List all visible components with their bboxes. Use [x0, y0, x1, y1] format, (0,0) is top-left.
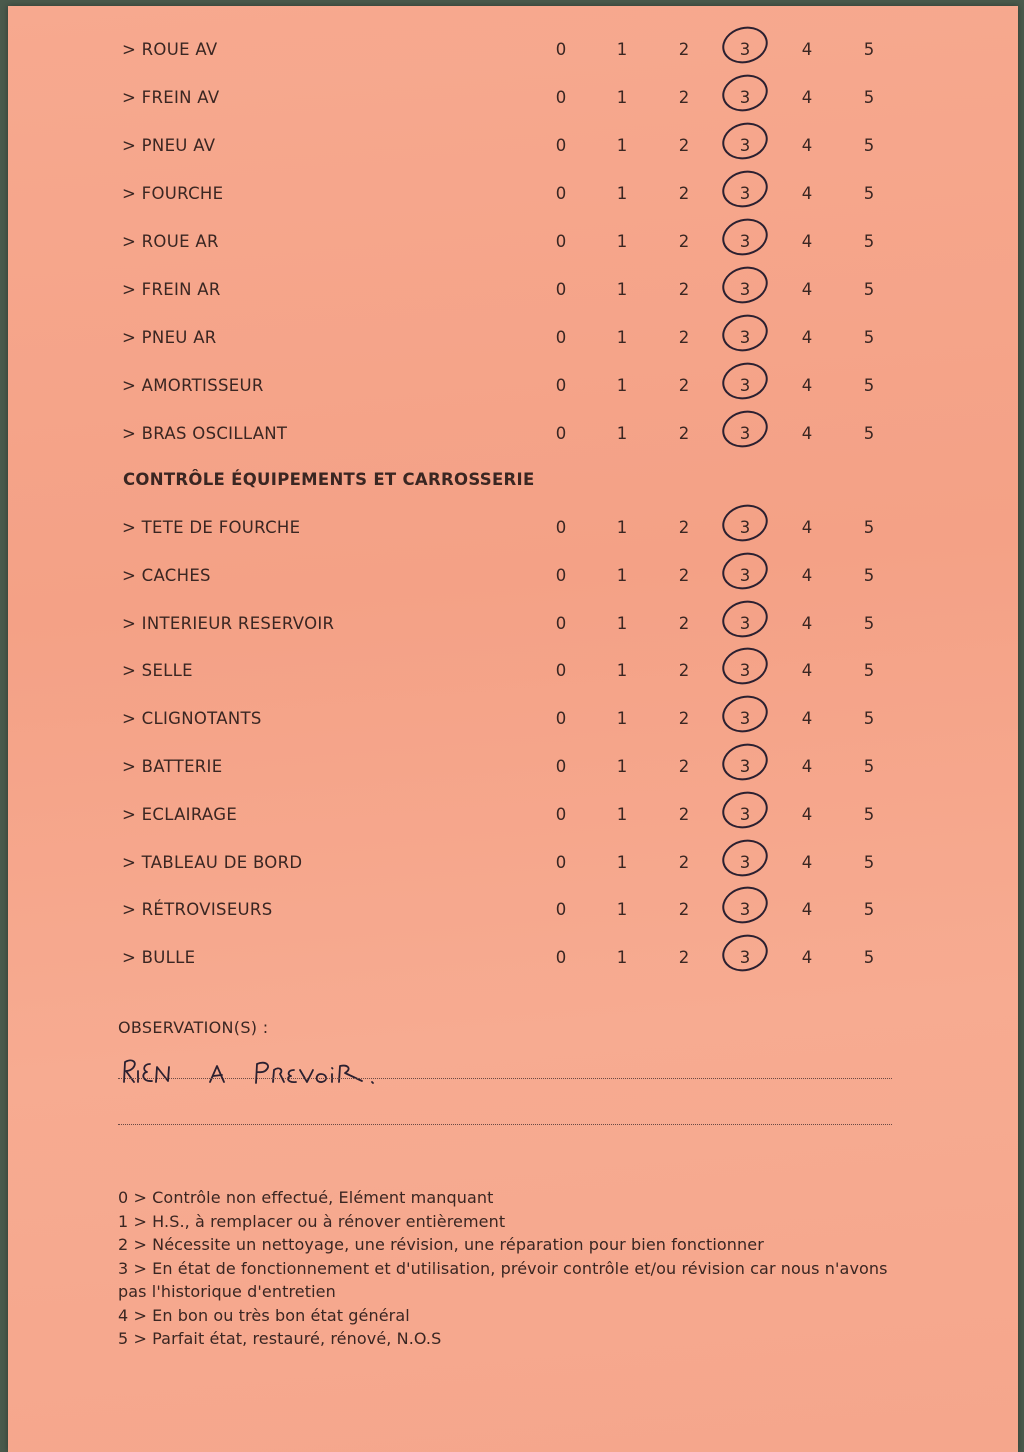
- score-2[interactable]: 2: [678, 136, 690, 155]
- score-5[interactable]: 5: [863, 900, 875, 920]
- selected-score-circle: [718, 596, 771, 642]
- score-1[interactable]: 1: [616, 40, 628, 59]
- score-2[interactable]: 2: [678, 424, 690, 443]
- row-label: > CLIGNOTANTS: [122, 709, 262, 729]
- score-4[interactable]: 4: [801, 328, 813, 347]
- score-5[interactable]: 5: [863, 757, 875, 776]
- selected-score-circle: [718, 691, 771, 737]
- score-3[interactable]: 3: [739, 40, 751, 59]
- row-label: > FREIN AR: [122, 280, 221, 299]
- row-label: > ECLAIRAGE: [122, 804, 238, 824]
- score-0[interactable]: 0: [555, 424, 567, 443]
- checklist-row: [8, 84, 1018, 114]
- checklist-row: [8, 276, 1018, 306]
- checklist-row: [8, 753, 1018, 783]
- checklist-row: [8, 36, 1018, 66]
- row-label: > SELLE: [122, 661, 193, 681]
- checklist-row: [8, 324, 1018, 354]
- checklist-row: [8, 849, 1018, 879]
- handwritten-observation-image: [118, 1050, 418, 1090]
- checklist-row: [8, 562, 1018, 592]
- score-5[interactable]: 5: [863, 376, 875, 395]
- score-2[interactable]: 2: [678, 900, 690, 920]
- score-2[interactable]: 2: [678, 852, 690, 872]
- legend-item: 4 > En bon ou très bon état général: [118, 1305, 410, 1325]
- row-label: > TETE DE FOURCHE: [122, 518, 301, 537]
- checklist-row: [8, 132, 1018, 162]
- selected-score-circle: [718, 835, 771, 881]
- score-2[interactable]: 2: [678, 948, 690, 968]
- legend-item: 1 > H.S., à remplacer ou à rénover entièrement: [118, 1211, 506, 1231]
- score-0[interactable]: 0: [555, 804, 567, 824]
- score-1[interactable]: 1: [616, 518, 628, 537]
- score-3[interactable]: 3: [739, 709, 751, 729]
- score-4[interactable]: 4: [801, 88, 813, 107]
- rating-legend: [118, 1186, 898, 1351]
- score-3[interactable]: 3: [739, 900, 751, 920]
- score-1[interactable]: 1: [616, 565, 628, 585]
- selected-score-circle: [718, 166, 771, 212]
- score-5[interactable]: 5: [863, 88, 875, 107]
- score-1[interactable]: 1: [616, 948, 628, 968]
- score-1[interactable]: 1: [616, 280, 628, 299]
- score-0[interactable]: 0: [555, 518, 567, 537]
- score-0[interactable]: 0: [555, 184, 567, 203]
- legend-item: 2 > Nécessite un nettoyage, une révision, une réparation pour bien fonctionner: [118, 1235, 764, 1254]
- score-4[interactable]: 4: [801, 852, 813, 872]
- checklist-row: [8, 657, 1018, 687]
- score-4[interactable]: 4: [801, 709, 813, 729]
- score-5[interactable]: 5: [863, 280, 875, 299]
- score-2[interactable]: 2: [678, 565, 690, 585]
- score-5[interactable]: 5: [863, 232, 875, 251]
- score-1[interactable]: 1: [616, 757, 628, 776]
- checklist-row: [8, 705, 1018, 735]
- score-2[interactable]: 2: [678, 376, 690, 395]
- checklist-row: [8, 801, 1018, 831]
- score-3[interactable]: 3: [739, 232, 751, 251]
- score-0[interactable]: 0: [555, 757, 567, 776]
- score-4[interactable]: 4: [801, 900, 813, 920]
- score-0[interactable]: 0: [555, 280, 567, 299]
- selected-score-circle: [718, 406, 771, 452]
- score-0[interactable]: 0: [555, 136, 567, 155]
- score-1[interactable]: 1: [616, 709, 628, 729]
- score-5[interactable]: 5: [863, 424, 875, 443]
- row-label: > FREIN AV: [122, 88, 220, 107]
- selected-score-circle: [718, 22, 771, 68]
- score-2[interactable]: 2: [678, 184, 690, 203]
- score-4[interactable]: 4: [801, 376, 813, 395]
- score-2[interactable]: 2: [678, 709, 690, 729]
- row-label: > BATTERIE: [122, 757, 223, 776]
- row-label: > PNEU AV: [122, 136, 216, 155]
- score-0[interactable]: 0: [555, 900, 567, 920]
- score-3[interactable]: 3: [739, 518, 751, 537]
- score-4[interactable]: 4: [801, 280, 813, 299]
- checklist-row: [8, 228, 1018, 258]
- row-label: > BULLE: [122, 948, 196, 968]
- score-0[interactable]: 0: [555, 661, 567, 681]
- observation-line-1: [118, 1078, 892, 1079]
- score-5[interactable]: 5: [863, 136, 875, 155]
- checklist-row: [8, 180, 1018, 210]
- score-3[interactable]: 3: [739, 136, 751, 155]
- score-1[interactable]: 1: [616, 661, 628, 681]
- selected-score-circle: [718, 930, 771, 976]
- row-label: > ROUE AV: [122, 40, 218, 59]
- score-3[interactable]: 3: [739, 661, 751, 681]
- score-3[interactable]: 3: [739, 852, 751, 872]
- row-label: > BRAS OSCILLANT: [122, 424, 288, 443]
- score-5[interactable]: 5: [863, 852, 875, 872]
- checklist-row: [8, 896, 1018, 926]
- selected-score-circle: [718, 310, 771, 356]
- score-3[interactable]: 3: [739, 424, 751, 443]
- score-0[interactable]: 0: [555, 852, 567, 872]
- score-3[interactable]: 3: [739, 328, 751, 347]
- score-4[interactable]: 4: [801, 184, 813, 203]
- score-5[interactable]: 5: [863, 613, 875, 633]
- score-1[interactable]: 1: [616, 232, 628, 251]
- score-1[interactable]: 1: [616, 184, 628, 203]
- score-0[interactable]: 0: [555, 328, 567, 347]
- observation-line-2: [118, 1124, 892, 1125]
- selected-score-circle: [718, 500, 771, 546]
- score-2[interactable]: 2: [678, 232, 690, 251]
- score-4[interactable]: 4: [801, 565, 813, 585]
- score-4[interactable]: 4: [801, 232, 813, 251]
- score-0[interactable]: 0: [555, 88, 567, 107]
- score-0[interactable]: 0: [555, 40, 567, 59]
- score-4[interactable]: 4: [801, 518, 813, 537]
- score-5[interactable]: 5: [863, 948, 875, 968]
- checklist-row: [8, 372, 1018, 402]
- score-2[interactable]: 2: [678, 661, 690, 681]
- score-1[interactable]: 1: [616, 376, 628, 395]
- legend-item: 0 > Contrôle non effectué, Elément manquant: [118, 1188, 494, 1207]
- score-0[interactable]: 0: [555, 565, 567, 585]
- score-1[interactable]: 1: [616, 136, 628, 155]
- score-3[interactable]: 3: [739, 565, 751, 585]
- score-3[interactable]: 3: [739, 804, 751, 824]
- score-2[interactable]: 2: [678, 328, 690, 347]
- score-4[interactable]: 4: [801, 757, 813, 776]
- inspection-sheet: [8, 6, 1018, 1452]
- selected-score-circle: [718, 214, 771, 260]
- selected-score-circle: [718, 262, 771, 308]
- score-2[interactable]: 2: [678, 518, 690, 537]
- checklist-row: [8, 514, 1018, 544]
- score-1[interactable]: 1: [616, 328, 628, 347]
- handwritten-observation: [118, 1050, 418, 1090]
- checklist-row: [8, 610, 1018, 640]
- selected-score-circle: [718, 787, 771, 833]
- score-2[interactable]: 2: [678, 280, 690, 299]
- score-2[interactable]: 2: [678, 40, 690, 59]
- score-3[interactable]: 3: [739, 948, 751, 968]
- score-5[interactable]: 5: [863, 804, 875, 824]
- score-3[interactable]: 3: [739, 88, 751, 107]
- score-5[interactable]: 5: [863, 661, 875, 681]
- score-0[interactable]: 0: [555, 948, 567, 968]
- score-0[interactable]: 0: [555, 232, 567, 251]
- row-label: > AMORTISSEUR: [122, 376, 264, 395]
- row-label: > PNEU AR: [122, 328, 217, 347]
- score-0[interactable]: 0: [555, 709, 567, 729]
- selected-score-circle: [718, 118, 771, 164]
- row-label: > FOURCHE: [122, 184, 224, 203]
- score-4[interactable]: 4: [801, 661, 813, 681]
- observations-label: OBSERVATION(S) :: [118, 1018, 269, 1037]
- selected-score-circle: [718, 358, 771, 404]
- score-0[interactable]: 0: [555, 613, 567, 633]
- score-3[interactable]: 3: [739, 376, 751, 395]
- legend-item: 5 > Parfait état, restauré, rénové, N.O.S: [118, 1329, 442, 1348]
- selected-score-circle: [718, 548, 771, 594]
- score-4[interactable]: 4: [801, 40, 813, 59]
- score-2[interactable]: 2: [678, 613, 690, 633]
- score-2[interactable]: 2: [678, 804, 690, 824]
- selected-score-circle: [718, 643, 771, 689]
- score-5[interactable]: 5: [863, 565, 875, 585]
- score-1[interactable]: 1: [616, 804, 628, 824]
- score-5[interactable]: 5: [863, 40, 875, 59]
- row-label: > CACHES: [122, 565, 211, 585]
- score-2[interactable]: 2: [678, 757, 690, 776]
- selected-score-circle: [718, 882, 771, 928]
- score-4[interactable]: 4: [801, 424, 813, 443]
- row-label: > INTERIEUR RESERVOIR: [122, 613, 335, 633]
- score-3[interactable]: 3: [739, 613, 751, 633]
- score-0[interactable]: 0: [555, 376, 567, 395]
- score-5[interactable]: 5: [863, 709, 875, 729]
- score-1[interactable]: 1: [616, 900, 628, 920]
- row-label: > TABLEAU DE BORD: [122, 852, 303, 872]
- score-2[interactable]: 2: [678, 88, 690, 107]
- row-label: > ROUE AR: [122, 232, 219, 251]
- legend-item: 3 > En état de fonctionnement et d'utilisation, prévoir contrôle et/ou révision car nous n'avons pas l'historique d'entretien: [118, 1258, 888, 1301]
- checklist-row: [8, 420, 1018, 450]
- section-title: CONTRÔLE ÉQUIPEMENTS ET CARROSSERIE: [123, 470, 535, 489]
- score-1[interactable]: 1: [616, 424, 628, 443]
- score-5[interactable]: 5: [863, 184, 875, 203]
- score-4[interactable]: 4: [801, 948, 813, 968]
- score-4[interactable]: 4: [801, 613, 813, 633]
- score-3[interactable]: 3: [739, 280, 751, 299]
- score-5[interactable]: 5: [863, 518, 875, 537]
- score-5[interactable]: 5: [863, 328, 875, 347]
- score-3[interactable]: 3: [739, 184, 751, 203]
- score-3[interactable]: 3: [739, 757, 751, 776]
- selected-score-circle: [718, 70, 771, 116]
- score-4[interactable]: 4: [801, 136, 813, 155]
- score-1[interactable]: 1: [616, 613, 628, 633]
- selected-score-circle: [718, 739, 771, 785]
- score-4[interactable]: 4: [801, 804, 813, 824]
- score-1[interactable]: 1: [616, 852, 628, 872]
- row-label: > RÉTROVISEURS: [122, 900, 273, 920]
- checklist-row: [8, 944, 1018, 974]
- score-1[interactable]: 1: [616, 88, 628, 107]
